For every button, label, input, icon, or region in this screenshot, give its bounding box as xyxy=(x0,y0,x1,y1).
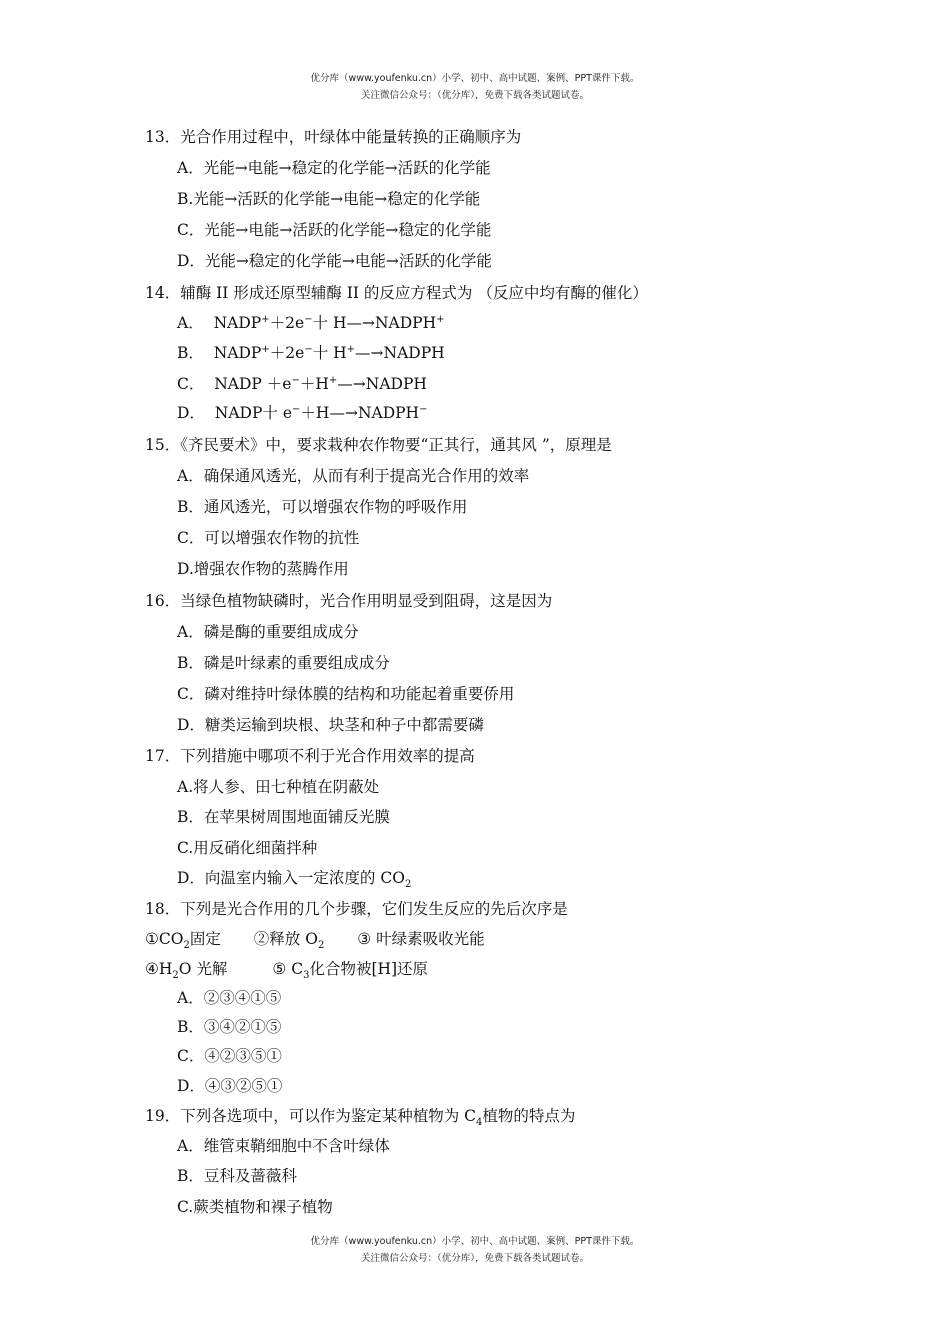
superscript: + xyxy=(346,343,356,355)
equation-part: 十 e xyxy=(262,404,293,422)
question-18-stem: 18．下列是光合作用的几个步骤，它们发生反应的先后次序是 xyxy=(145,900,568,918)
equation-part: ＋2e xyxy=(269,344,305,362)
option-text: D．向温室内输入一定浓度的 CO xyxy=(177,869,405,887)
step-4 xyxy=(145,960,228,982)
equation-part: ＋e xyxy=(261,375,292,393)
header-line-1: 优分库（www.youfenku.cn）小学、初中、高中试题、案例、PPT课件下载。 xyxy=(310,73,640,84)
page-header xyxy=(0,70,950,104)
question-13-option-c: C．光能→电能→活跃的化学能→稳定的化学能 xyxy=(177,221,492,239)
superscript: + xyxy=(436,313,445,325)
question-19-option-a: A．维管束鞘细胞中不含叶绿体 xyxy=(177,1137,390,1155)
subscript: 2 xyxy=(404,879,412,891)
superscript: + xyxy=(328,374,338,386)
question-16-option-c: C．磷对维持叶绿体膜的结构和功能起着重要侨用 xyxy=(177,685,515,703)
question-16-stem: 16．当绿色植物缺磷时，光合作用明显受到阻碍，这是因为 xyxy=(145,592,553,610)
question-18-option-c: C．④②③⑤① xyxy=(177,1047,282,1065)
equation-part: ＋H xyxy=(299,375,329,393)
nadp-text: NADP xyxy=(214,404,263,422)
step-text: 固定 xyxy=(189,930,221,948)
nadp-text: NADP xyxy=(214,375,262,393)
question-15-option-a: A．确保通风透光，从而有利于提高光合作用的效率 xyxy=(177,467,530,485)
stem-text: 植物的特点为 xyxy=(482,1107,576,1125)
footer-line-1: 优分库（www.youfenku.cn）小学、初中、高中试题、案例、PPT课件下载。 xyxy=(310,1236,640,1247)
subscript: 3 xyxy=(303,970,310,982)
subscript: 2 xyxy=(183,940,190,952)
step-text: ④H xyxy=(145,960,173,978)
question-18-steps-row-1 xyxy=(145,929,485,952)
superscript: − xyxy=(304,313,313,325)
question-19-option-b: B．豆科及蔷薇科 xyxy=(177,1167,297,1185)
question-15-stem: 15．《齐民要术》中，要求栽种农作物要“正其行，通其风 ”，原理是 xyxy=(145,436,612,454)
question-19-stem xyxy=(145,1106,576,1129)
step-text: 化合物被[H]还原 xyxy=(309,960,429,978)
question-14-option-b xyxy=(177,343,445,363)
subscript: 2 xyxy=(172,970,179,982)
question-15-option-c: C．可以增强农作物的抗性 xyxy=(177,529,360,547)
step-text: O 光解 xyxy=(178,960,228,978)
reaction-arrow: —→ xyxy=(337,375,366,393)
question-14-option-d xyxy=(177,403,427,423)
header-line-2: 关注微信公众号：（优分库），免费下载各类试题试卷。 xyxy=(360,90,589,101)
question-18-option-b: B．③④②①⑤ xyxy=(177,1018,282,1036)
nadph-text: NADPH xyxy=(357,404,420,422)
question-18-steps-row-2 xyxy=(145,959,429,982)
question-19-option-c: C.蕨类植物和裸子植物 xyxy=(177,1198,333,1216)
step-text: ①CO xyxy=(145,930,184,948)
footer-line-2: 关注微信公众号：（优分库），免费下载各类试题试卷。 xyxy=(360,1253,589,1264)
step-text: ⑤ C xyxy=(272,960,304,978)
nadph-text: NADPH xyxy=(383,344,445,362)
option-label: C． xyxy=(177,375,205,393)
step-2 xyxy=(253,930,325,952)
question-16-option-b: B．磷是叶绿素的重要组成成分 xyxy=(177,654,390,672)
page-footer xyxy=(0,1233,950,1267)
question-13-option-b: B.光能→活跃的化学能→电能→稳定的化学能 xyxy=(177,190,481,208)
question-13-option-a: A．光能→电能→稳定的化学能→活跃的化学能 xyxy=(177,159,491,177)
stem-text: 19．下列各选项中，可以作为鉴定某种植物为 C xyxy=(145,1107,477,1125)
question-15-option-b: B．通风透光，可以增强农作物的呼吸作用 xyxy=(177,498,468,516)
question-13-stem: 13．光合作用过程中，叶绿体中能量转换的正确顺序为 xyxy=(145,128,522,146)
question-16-option-a: A．磷是酶的重要组成成分 xyxy=(177,623,359,641)
superscript: − xyxy=(304,343,313,355)
option-label: A． xyxy=(177,314,204,332)
step-1 xyxy=(145,930,221,952)
nadph-text: NADPH xyxy=(374,314,437,332)
superscript: + xyxy=(261,313,270,325)
question-14-option-c xyxy=(177,374,427,394)
superscript: + xyxy=(261,343,270,355)
option-label: D． xyxy=(177,404,205,422)
question-18-option-a: A．②③④①⑤ xyxy=(177,989,282,1007)
subscript: 4 xyxy=(476,1117,483,1129)
question-15-option-d: D.增强农作物的蒸腾作用 xyxy=(177,560,349,578)
question-14-stem: 14．辅酶 II 形成还原型辅酶 II 的反应方程式为 （反应中均有酶的催化） xyxy=(145,284,648,302)
equation-part: ＋2e xyxy=(269,314,305,332)
equation-part: 十 H—→ xyxy=(312,314,375,332)
nadp-text: NADP xyxy=(213,314,262,332)
superscript: − xyxy=(291,374,300,386)
equation-part: 十 H xyxy=(312,344,347,362)
step-5 xyxy=(272,960,429,982)
question-13-option-d: D．光能→稳定的化学能→电能→活跃的化学能 xyxy=(177,252,492,270)
question-16-option-d: D．糖类运输到块根、块茎和种子中都需要磷 xyxy=(177,716,484,734)
equation-part: ＋H—→ xyxy=(300,404,358,422)
question-17-option-a: A.将人参、田七种植在阴蔽处 xyxy=(177,778,380,796)
question-17-option-c: C.用反硝化细菌拌种 xyxy=(177,839,318,857)
question-17-option-b: B．在苹果树周围地面铺反光膜 xyxy=(177,808,390,826)
superscript: − xyxy=(419,403,428,415)
subscript: 2 xyxy=(317,940,325,952)
question-17-stem: 17．下列措施中哪项不利于光合作用效率的提高 xyxy=(145,747,475,765)
nadp-text: NADP xyxy=(213,344,262,362)
reaction-arrow: —→ xyxy=(355,344,384,362)
step-3: ③ 叶绿素吸收光能 xyxy=(357,930,485,948)
option-label: B． xyxy=(177,344,204,362)
step-text: ②释放 O xyxy=(253,930,318,948)
question-14-option-a xyxy=(177,313,444,333)
question-18-option-d: D．④③②⑤① xyxy=(177,1077,283,1095)
nadph-text: NADPH xyxy=(365,375,427,393)
superscript: − xyxy=(292,403,301,415)
question-17-option-d xyxy=(177,868,412,891)
